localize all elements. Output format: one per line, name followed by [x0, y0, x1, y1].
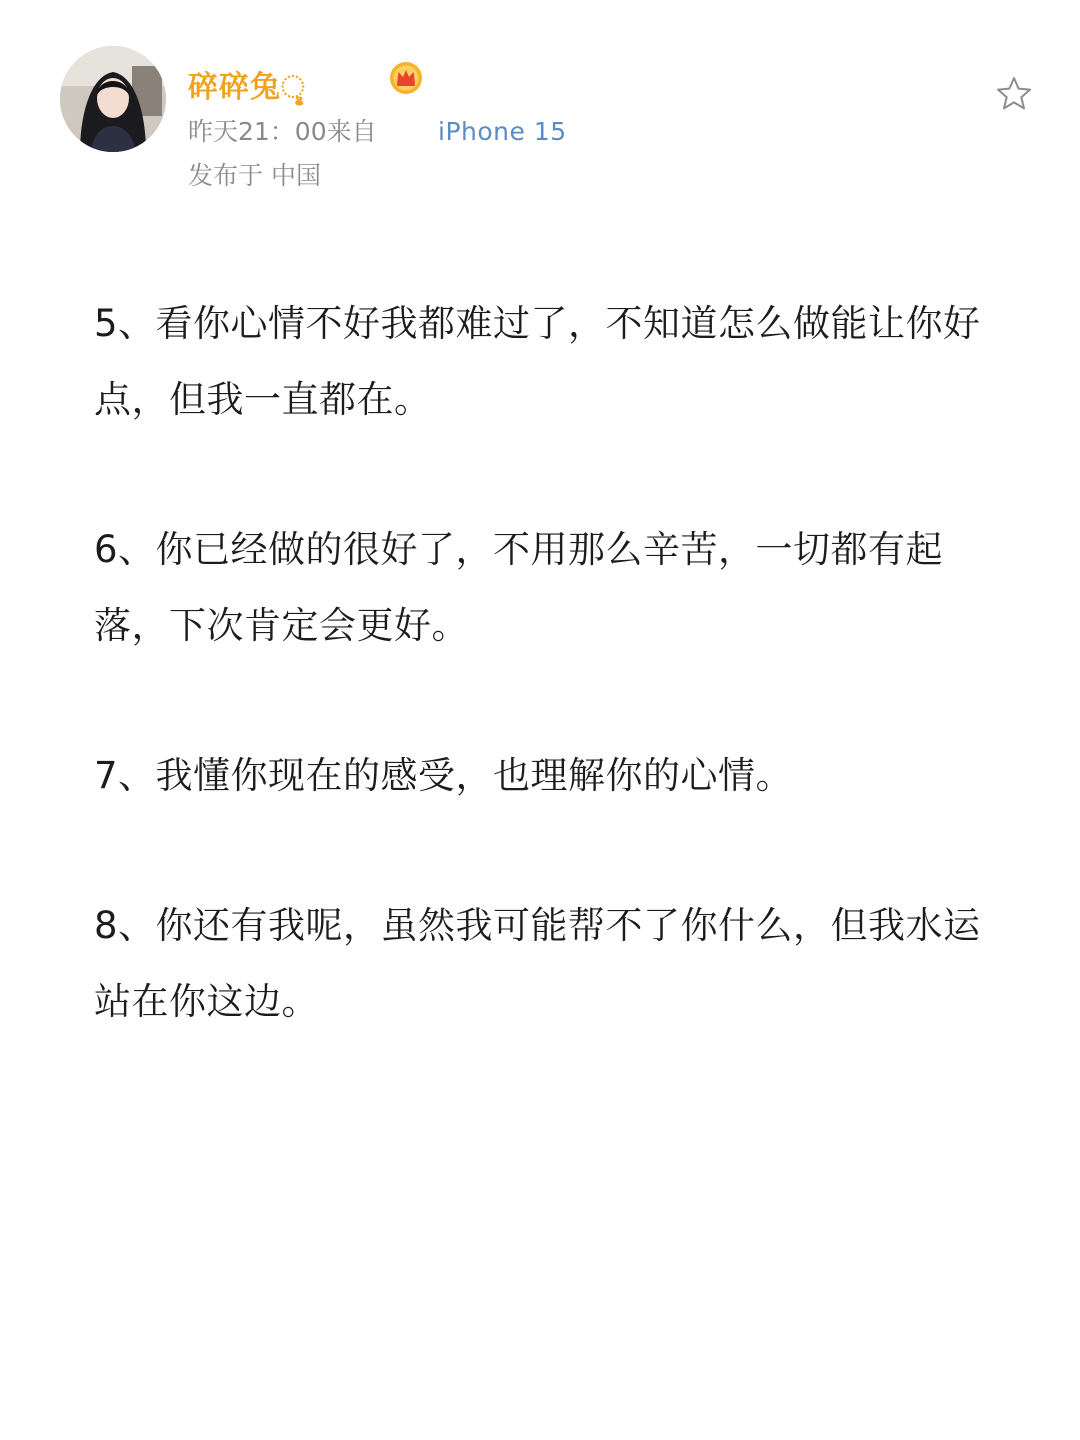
- post-timestamp: 昨天21：00来自: [188, 117, 377, 146]
- star-outline-icon: [994, 74, 1034, 114]
- post-header: [0, 0, 1080, 220]
- favorite-button[interactable]: [994, 74, 1034, 114]
- content-paragraph: 8、你还有我呢，虽然我可能帮不了你什么，但我水运站在你这边。: [94, 904, 981, 1023]
- content-paragraph: 6、你已经做的很好了，不用那么辛苦，一切都有起落，下次肯定会更好。: [94, 528, 944, 647]
- content-paragraph: 7、我懂你现在的感受，也理解你的心情。: [94, 754, 794, 797]
- post-content: [94, 286, 994, 1114]
- vip-crown-icon: [388, 60, 424, 96]
- device-source-link[interactable]: iPhone 15: [438, 117, 567, 146]
- avatar[interactable]: [60, 46, 166, 152]
- content-paragraph: 5、看你心情不好我都难过了，不知道怎么做能让你好点，但我一直都在。: [94, 302, 981, 421]
- post-location: 发布于 中国: [188, 161, 321, 190]
- username[interactable]: 碎碎兔ୢ: [188, 70, 306, 105]
- user-avatar-photo-icon: [60, 46, 166, 152]
